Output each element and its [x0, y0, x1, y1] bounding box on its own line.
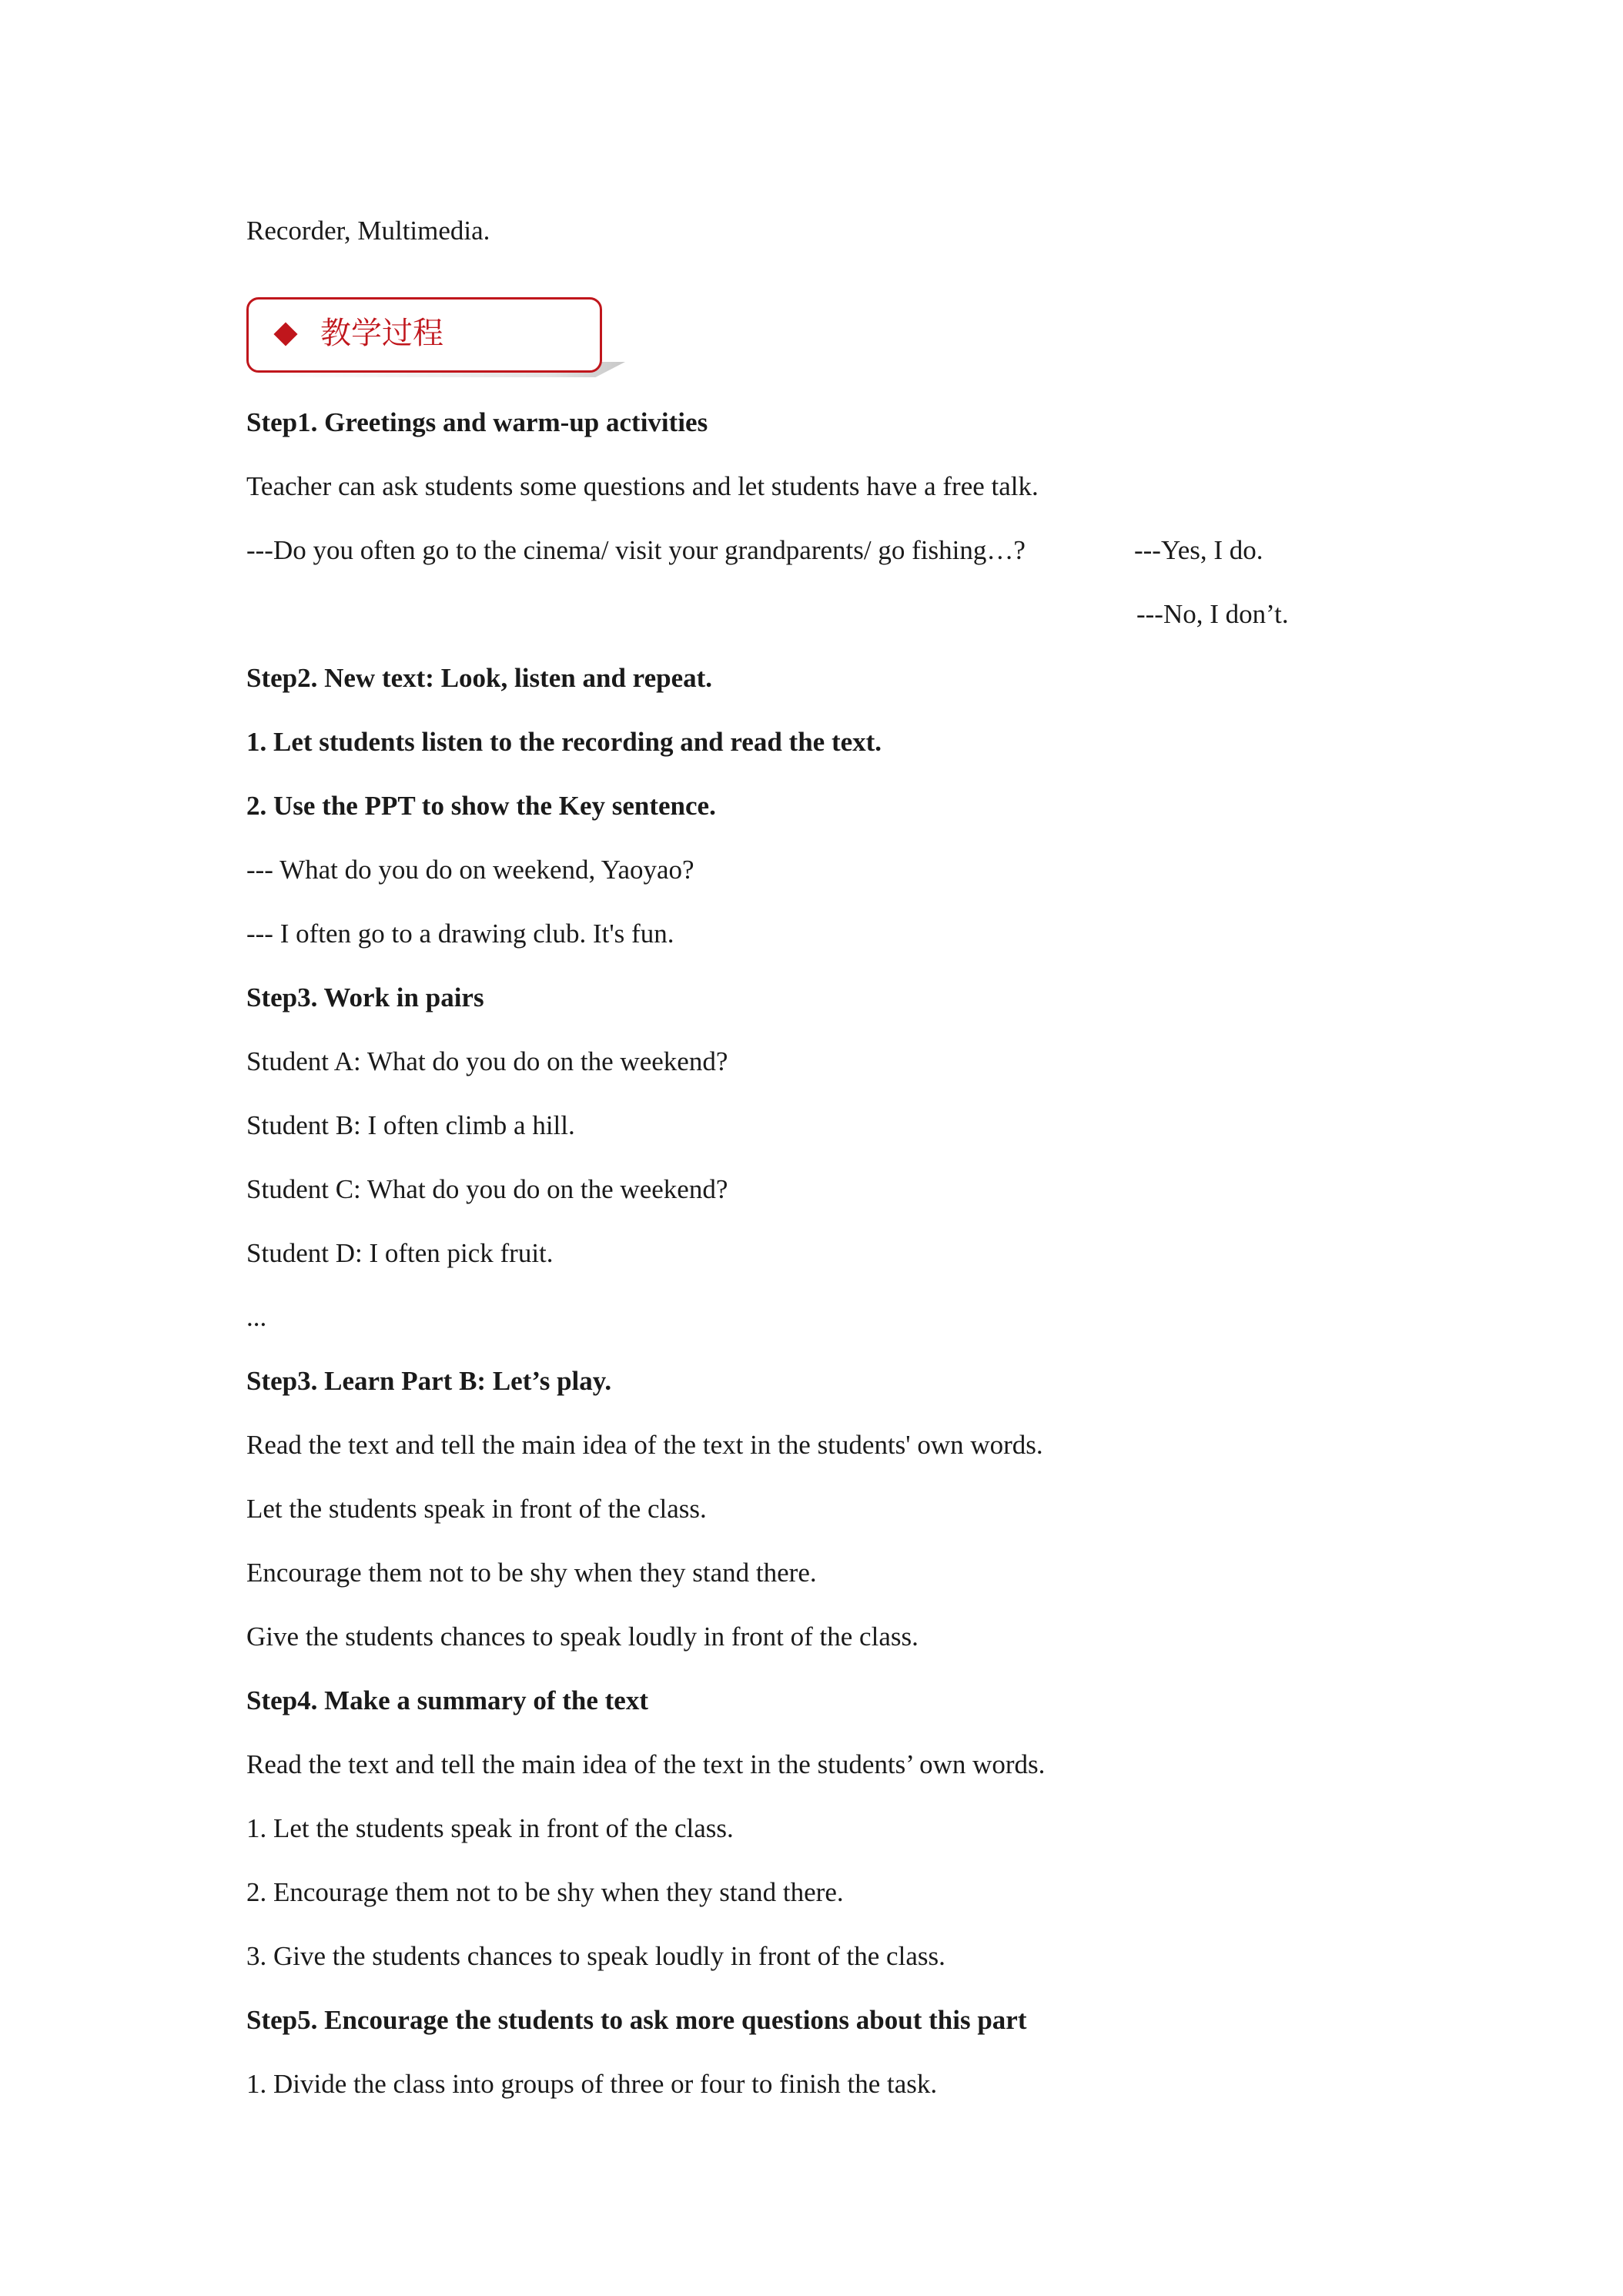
- step3-partb-line: Encourage them not to be shy when they stand there.: [246, 1558, 817, 1588]
- step2-dialog2: --- I often go to a drawing club. It's fun.: [246, 919, 674, 949]
- step4-line: 3. Give the students chances to speak loudly in front of the class.: [246, 1941, 945, 1971]
- step2-dialog1: --- What do you do on weekend, Yaoyao?: [246, 855, 694, 885]
- section-header-title: 教学过程: [320, 316, 443, 351]
- step1-answer-no: ---No, I don’t.: [1136, 599, 1289, 629]
- step4-heading: Step4. Make a summary of the text: [246, 1685, 648, 1715]
- step4-line: 2. Encourage them not to be shy when they stand there.: [246, 1877, 844, 1907]
- step1-question: ---Do you often go to the cinema/ visit your grandparents/ go fishing…?: [246, 535, 1026, 565]
- step2-item2: 2. Use the PPT to show the Key sentence.: [246, 791, 716, 821]
- step3-pairs-line: Student D: I often pick fruit.: [246, 1238, 554, 1268]
- step3-pairs-line: Student B: I often climb a hill.: [246, 1110, 575, 1140]
- step2-heading: Step2. New text: Look, listen and repeat.: [246, 663, 713, 693]
- step2-item1: 1. Let students listen to the recording and read the text.: [246, 727, 882, 757]
- step1-text: Teacher can ask students some questions and let students have a free talk.: [246, 471, 1039, 501]
- step5-heading: Step5. Encourage the students to ask more questions about this part: [246, 2005, 1027, 2035]
- step3-pairs-line: Student C: What do you do on the weekend?: [246, 1174, 728, 1204]
- step4-line: 1. Let the students speak in front of the class.: [246, 1813, 734, 1843]
- step1-heading: Step1. Greetings and warm-up activities: [246, 407, 708, 437]
- step1-answer-yes: ---Yes, I do.: [1134, 535, 1263, 565]
- step5-line: 1. Divide the class into groups of three or four to finish the task.: [246, 2069, 938, 2099]
- step3-pairs-line: Student A: What do you do on the weekend?: [246, 1046, 728, 1076]
- step3-partb-line: Give the students chances to speak loudly in front of the class.: [246, 1622, 919, 1652]
- step3-partb-heading: Step3. Learn Part B: Let’s play.: [246, 1366, 612, 1396]
- step4-line: Read the text and tell the main idea of the text in the students’ own words.: [246, 1749, 1046, 1779]
- step3-pairs-heading: Step3. Work in pairs: [246, 982, 484, 1012]
- intro-line: Recorder, Multimedia.: [246, 216, 490, 246]
- step3-partb-line: Let the students speak in front of the class.: [246, 1494, 707, 1524]
- step3-partb-line: Read the text and tell the main idea of the text in the students' own words.: [246, 1430, 1043, 1460]
- step3-pairs-ellipsis: ...: [246, 1302, 267, 1332]
